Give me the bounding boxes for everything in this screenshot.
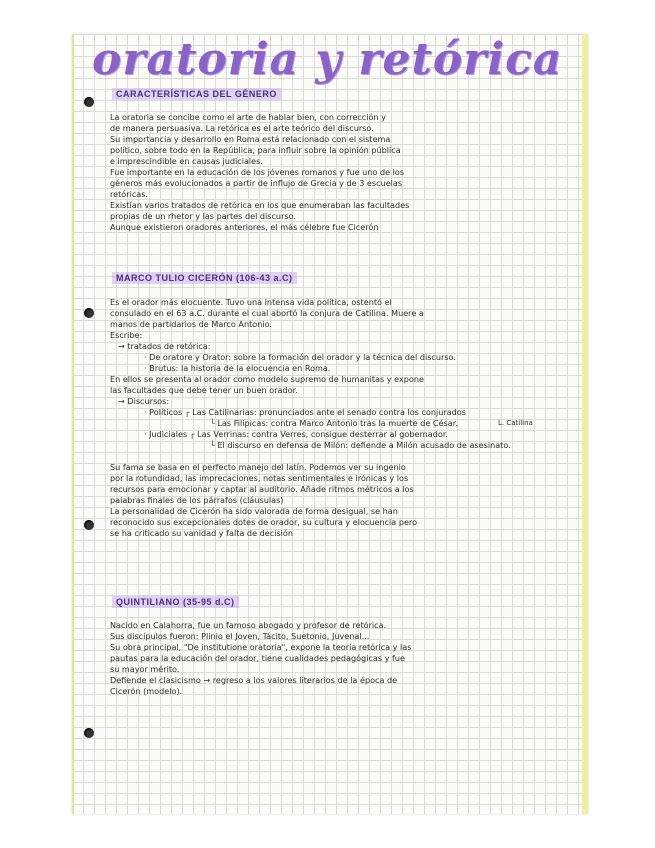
punch-hole	[84, 97, 94, 107]
text-line: político, sobre todo en la República, para influir sobre la opinión pública	[110, 145, 401, 155]
punch-hole	[84, 728, 94, 738]
section-heading-caracteristicas: CARACTERÍSTICAS DEL GÉNERO	[112, 88, 281, 100]
margin-note: L. Catilina	[498, 419, 533, 427]
text-line: manos de partidarios de Marco Antonio.	[110, 319, 272, 329]
section-body-ciceron	[110, 297, 570, 539]
section-body-quintiliano	[110, 620, 570, 697]
text-line: └ Las Filípicas: contra Marco Antonio tras la muerte de César.	[210, 418, 458, 428]
text-line: └ El discurso en defensa de Milón: defiende a Milón acusado de asesinato.	[210, 440, 511, 450]
text-line: → Discursos:	[118, 396, 170, 406]
text-line: recursos para emocionar y captar al auditorio. Añade ritmos métricos a los	[110, 484, 414, 494]
text-line: La oratoria se concibe como el arte de hablar bien, con corrección y	[110, 112, 386, 122]
text-line: · Brutus: la historia de la elocuencia en Roma.	[144, 363, 331, 373]
text-line: e imprescindible en causas judiciales.	[110, 156, 263, 166]
text-line: por la rotundidad, las imprecaciones, notas sentimentales e irónicas y los	[110, 473, 409, 483]
text-line: → tratados de retórica:	[118, 341, 211, 351]
text-line: las facultades que debe tener un buen orador.	[110, 385, 298, 395]
page-title: oratoria y retórica	[92, 34, 563, 85]
section-heading-quintiliano: QUINTILIANO (35-95 d.C)	[112, 596, 239, 608]
text-line: Aunque existieron oradores anteriores, el más célebre fue Cicerón	[110, 222, 379, 232]
text-line: Su importancia y desarrollo en Roma está relacionado con el sistema	[110, 134, 391, 144]
text-line: reconocido sus excepcionales dotes de orador, su cultura y elocuencia pero	[110, 517, 418, 527]
text-line: su mayor mérito.	[110, 664, 180, 674]
text-line: de manera persuasiva. La retórica es el arte teórico del discurso.	[110, 123, 374, 133]
text-line: Nacido en Calahorra, fue un famoso abogado y profesor de retórica.	[110, 620, 387, 630]
text-line	[110, 451, 570, 462]
text-line: retóricas.	[110, 189, 149, 199]
text-line: propias de un rhetor y las partes del discurso.	[110, 211, 296, 221]
text-line: Su fama se basa en el perfecto manejo del latín. Podemos ver su ingenio	[110, 462, 406, 472]
text-line: Sus discípulos fueron: Plinio el Joven, Tácito, Suetonio, Juvenal...	[110, 631, 370, 641]
text-line: La personalidad de Cicerón ha sido valorada de forma desigual, se han	[110, 506, 398, 516]
section-heading-ciceron: MARCO TULIO CICERÓN (106-43 a.C)	[112, 272, 297, 284]
text-line: Defiende el clasicismo → regreso a los valores literarios de la época de	[110, 675, 398, 685]
text-line: Cicerón (modelo).	[110, 686, 183, 696]
text-line: Escribe:	[110, 330, 143, 340]
text-line: se ha criticado su vanidad y falta de decisión	[110, 528, 293, 538]
punch-hole	[84, 308, 94, 318]
text-line: · De oratore y Orator: sobre la formación del orador y la técnica del discurso.	[144, 352, 456, 362]
text-line: Existían varios tratados de retórica en los que enumeraban las facultades	[110, 200, 410, 210]
text-line: Fue importante en la educación de los jóvenes romanos y fue uno de los	[110, 167, 405, 177]
text-line: En ellos se presenta al orador como modelo supremo de humanitas y expone	[110, 374, 424, 384]
text-line: · Políticos ┌ Las Catilinarias: pronunciados ante el senado contra los conjurados	[144, 407, 466, 417]
text-line: pautas para la educación del orador, tiene cualidades pedagógicas y fue	[110, 653, 405, 663]
text-line: Es el orador más elocuente. Tuvo una intensa vida política, ostentó el	[110, 297, 392, 307]
text-line: géneros más evolucionados a partir de influjo de Grecia y de 3 escuelas	[110, 178, 403, 188]
text-line: · Judiciales ┌ Las Verrinas: contra Verres, consigue desterrar al gobernador.	[144, 429, 448, 439]
section-body-caracteristicas	[110, 112, 570, 233]
text-line: consulado en el 63 a.C. durante el cual abortó la conjura de Catilina. Muere a	[110, 308, 424, 318]
punch-hole	[84, 520, 94, 530]
text-line: Su obra principal, "De institutione oratoria", expone la teoría retórica y las	[110, 642, 412, 652]
page-margin-edge	[72, 34, 74, 814]
text-line: palabras finales de los párrafos (cláusulas)	[110, 495, 284, 505]
